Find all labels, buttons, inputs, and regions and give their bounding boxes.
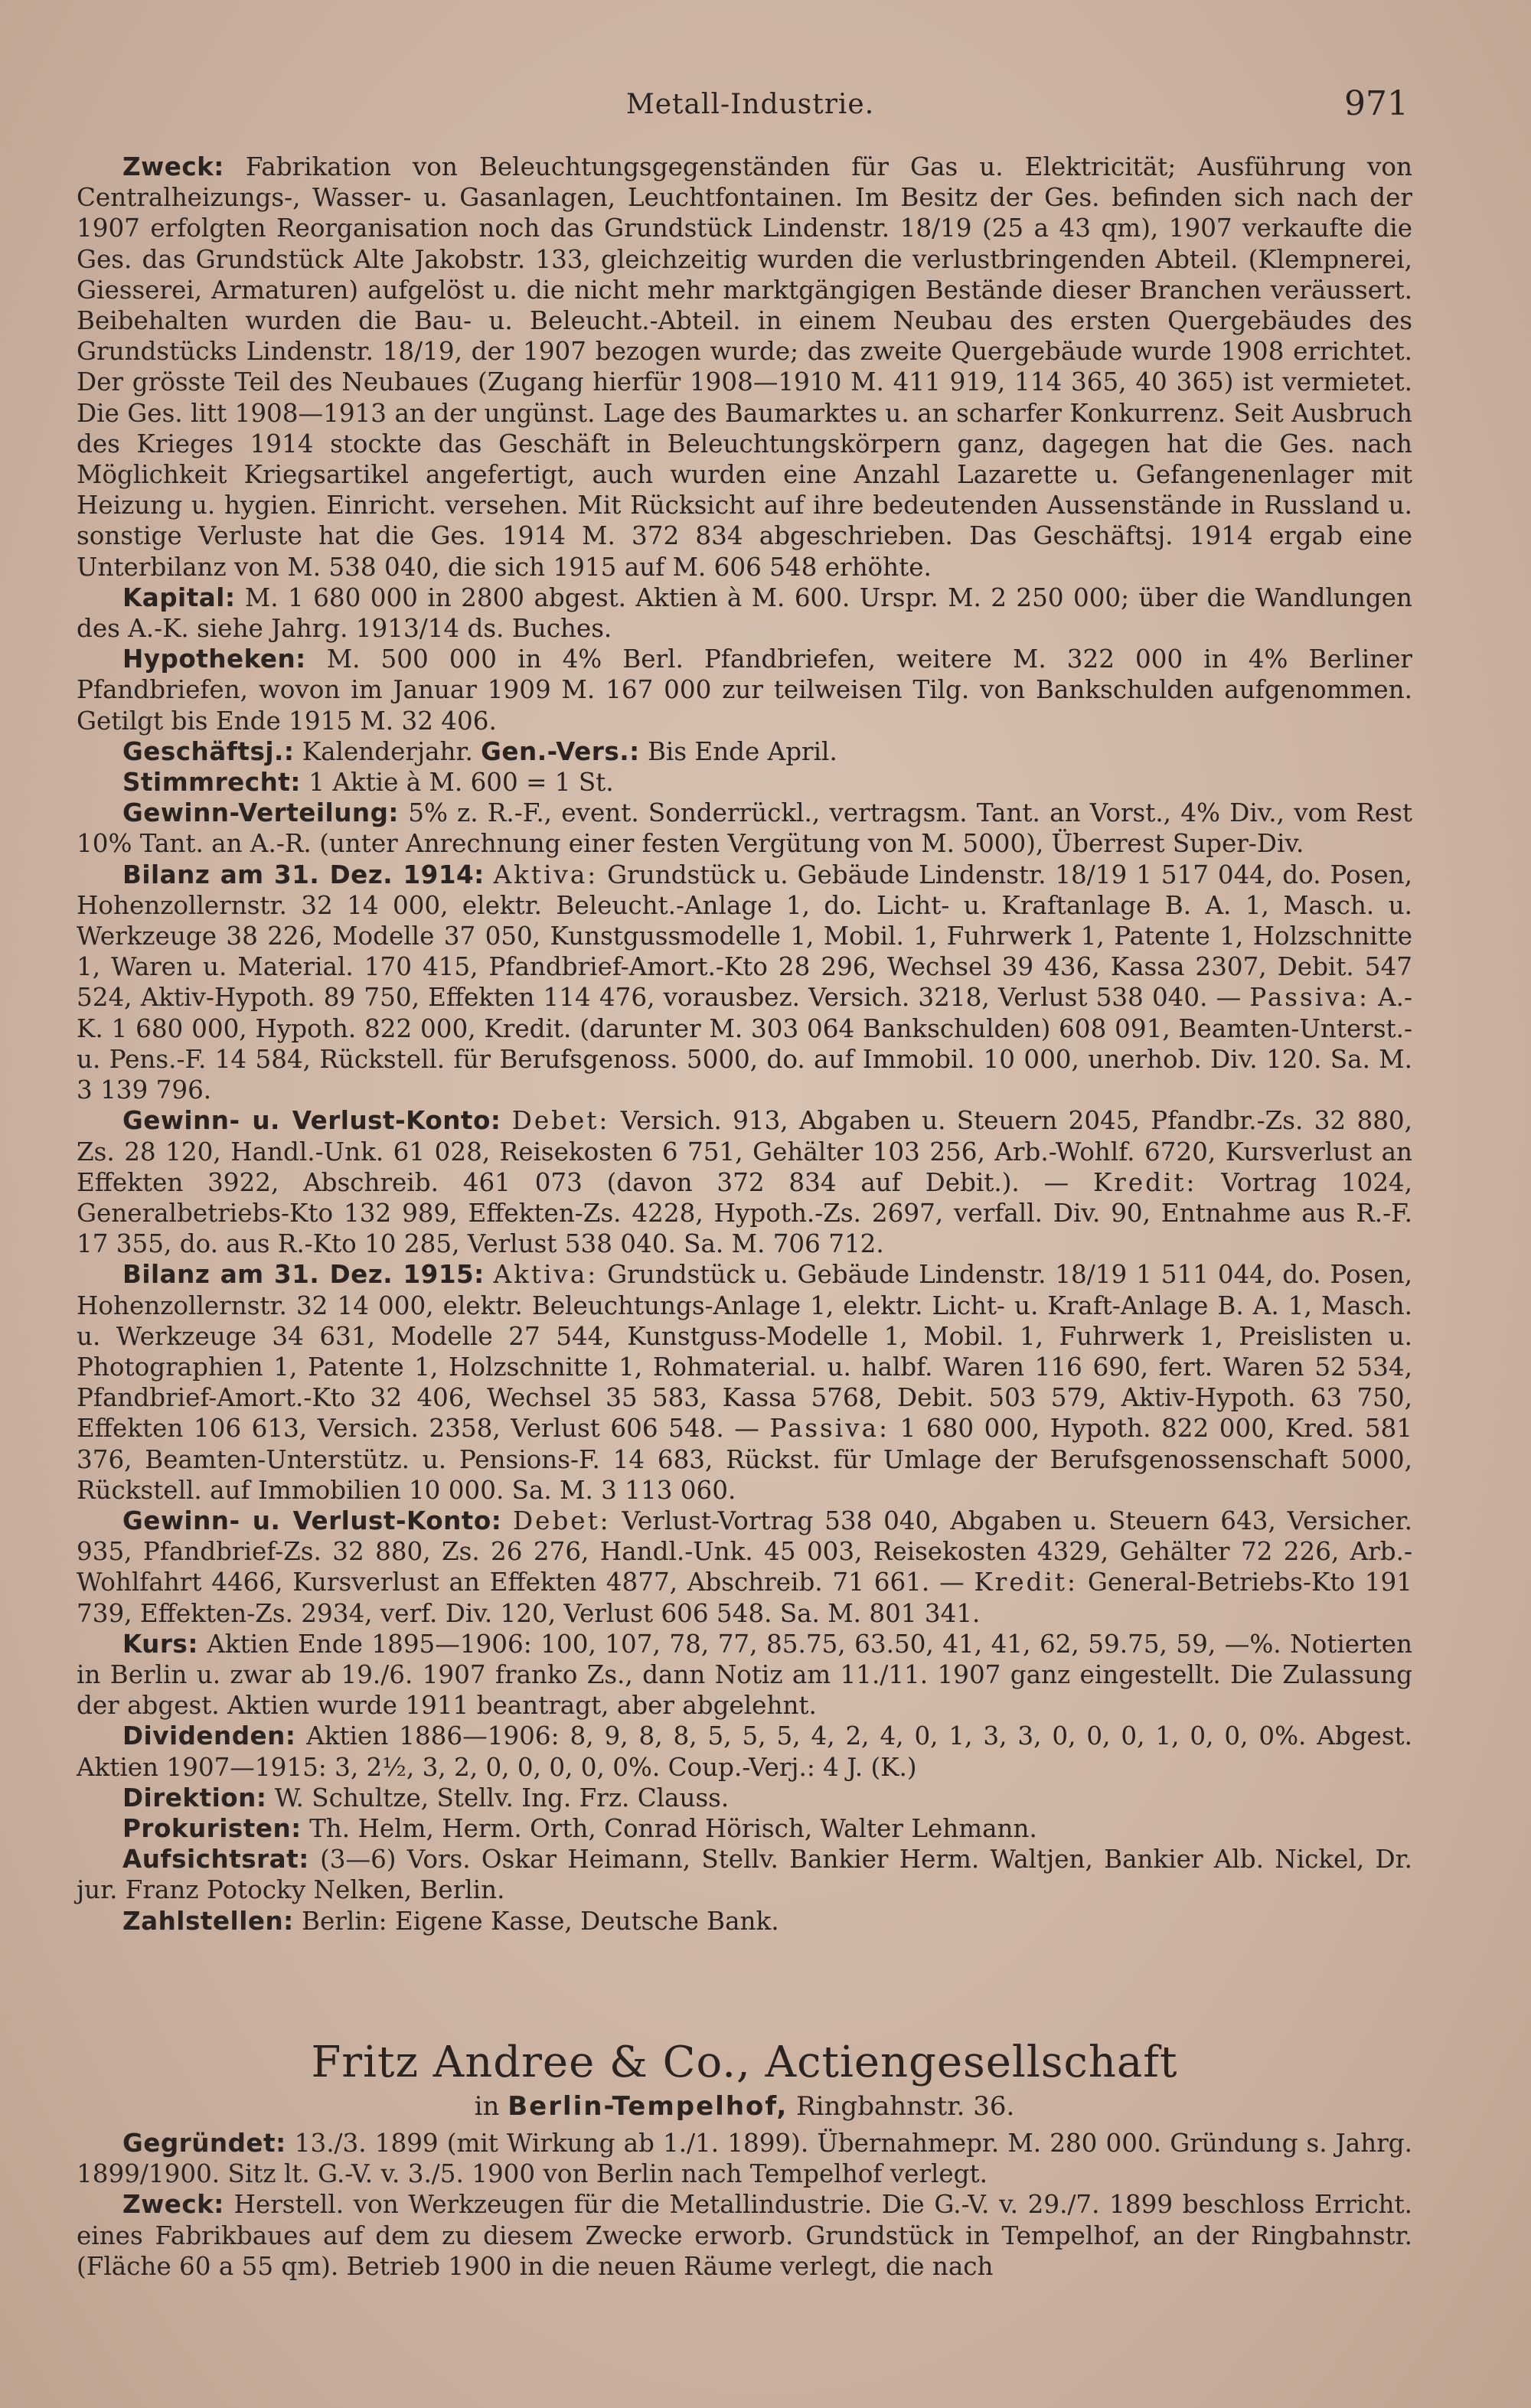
guv-1915-debet: Verlust-Vortrag 538 040, Abgaben u. Steuern 643, Versicher. 935, Pfandbrief-Zs. 32 880, Zs. 26 276, Handl.-Unk. 45 003, Reisekosten 4329, Gehälter 72 226, Arb.-Wohlfahrt 4466, Kursverlust an Effekten 4877, Abschreib. 71 661. — — [77, 1506, 1412, 1597]
prokuristen-paragraph — [77, 1813, 1412, 1844]
bilanz-1914-aktiva-label: Aktiva: — [493, 860, 599, 889]
company-entry-body — [77, 152, 1412, 1937]
gewinnverteilung-text: 5% z. R.-F., event. Sonderrückl., vertragsm. Tant. an Vorst., 4% Div., vom Rest 10% Tant. an A.-R. (unter Anrechnung einer festen Vergütung von M. 5000), Überrest Super-Div. — [77, 798, 1413, 859]
guv-1915-label: Gewinn- u. Verlust-Konto: — [122, 1506, 502, 1535]
stimmrecht-label: Stimmrecht: — [122, 768, 301, 798]
company2-zweck-label: Zweck: — [122, 2190, 224, 2220]
zweck-text: Fabrikation von Beleuchtungsgegenständen für Gas u. Elektricität; Ausführung von Centralheizungs-, Wasser- u. Gasanlagen, Leuchtfontainen. Im Besitz der Ges. befinden sich nach der 1907 erfolgten Reorganisation noch das Grundstück Lindenstr. 18/19 (25 a 43 qm), 1907 verkaufte die Ges. das Grundstück Alte Jakobstr. 133, gleichzeitig wurden die verlustbringenden Abteil. (Klempnerei, Giesserei, Armaturen) aufgelöst u. die nicht mehr marktgängigen Bestände dieser Branchen veräussert. Beibehalten wurden die Bau- u. Beleucht.-Abteil. in einem Neubau des ersten Quergebäudes des Grundstücks Lindenstr. 18/19, der 1907 bezogen wurde; das zweite Quergebäude wurde 1908 errichtet. Der grösste Teil des Neubaues (Zugang hierfür 1908—1910 M. 411 919, 114 365, 40 365) ist vermietet. Die Ges. litt 1908—1913 an der ungünst. Lage des Baumarktes u. an scharfer Konkurrenz. Seit Ausbruch des Krieges 1914 stockte das Geschäft in Beleuchtungskörpern ganz, dagegen hat die Ges. nach Möglichkeit Kriegsartikel angefertigt, auch wurden eine Anzahl Lazarette u. Gefangenenlager mit Heizung u. hygien. Einricht. versehen. Mit Rücksicht auf ihre bedeutenden Aussenstände in Russland u. sonstige Verluste hat die Ges. 1914 M. 372 834 abgeschrieben. Das Geschäftsj. 1914 ergab eine Unterbilanz von M. 538 040, die sich 1915 auf M. 606 548 erhöhte. — [77, 152, 1412, 582]
direktion-text: W. Schultze, Stellv. Ing. Frz. Clauss. — [274, 1783, 730, 1813]
company-heading — [77, 2036, 1412, 2123]
kapital-label: Kapital: — [122, 582, 236, 612]
running-head: Metall-Industrie. — [625, 89, 875, 120]
genvers-label: Gen.-Vers.: — [481, 736, 640, 766]
kurs-text: Aktien Ende 1895—1906: 100, 107, 78, 77, 85.75, 63.50, 41, 41, 62, 59.75, 59, —%. Notierten in Berlin u. zwar ab 19./6. 1907 franko Zs., dann Notiz am 11./11. 1907 ganz eingestellt. Die Zulassung der abgest. Aktien wurde 1911 beantragt, aber abgelehnt. — [77, 1629, 1413, 1721]
zweck-paragraph — [77, 152, 1412, 582]
bilanz-1914-aktiva: Grundstück u. Gebäude Lindenstr. 18/19 1 517 044, do. Posen, Hohenzollernstr. 32 14 000, elektr. Beleucht.-Anlage 1, do. Licht- u. Kraftanlage B. A. 1, Masch. u. Werkzeuge 38 226, Modelle 37 050, Kunstgussmodelle 1, Mobil. 1, Fuhrwerk 1, Patente 1, Holzschnitte 1, Waren u. Material. 170 415, Pfandbrief-Amort.-Kto 28 296, Wechsel 39 436, Kassa 2307, Debit. 547 524, Aktiv-Hypoth. 89 750, Effekten 114 476, vorausbez. Versich. 3218, Verlust 538 040. — — [77, 860, 1413, 1013]
bilanz-1915-label: Bilanz am 31. Dez. 1915: — [122, 1260, 485, 1290]
prokuristen-text: Th. Helm, Herm. Orth, Conrad Hörisch, Walter Lehmann. — [309, 1813, 1037, 1843]
zahlstellen-label: Zahlstellen: — [122, 1906, 294, 1936]
company2-zweck-paragraph — [77, 2189, 1412, 2282]
direktion-paragraph — [77, 1783, 1412, 1813]
genvers-text: Bis Ende April. — [647, 736, 837, 766]
bilanz-1915-aktiva: Grundstück u. Gebäude Lindenstr. 18/19 1 511 044, do. Posen, Hohenzollernstr. 32 14 000, elektr. Beleuchtungs-Anlage 1, elektr. Licht- u. Kraft-Anlage B. A. 1, Masch. u. Werkzeuge 34 631, Modelle 27 544, Kunstguss-Modelle 1, Mobil. 1, Fuhrwerk 1, Preislisten u. Photographien 1, Patente 1, Holzschnitte 1, Rohmaterial. u. halbf. Waren 116 690, fert. Waren 52 534, Pfandbrief-Amort.-Kto 32 406, Wechsel 35 583, Kassa 5768, Debit. 503 579, Aktiv-Hypoth. 63 750, Effekten 106 613, Versich. 2358, Verlust 606 548. — — [77, 1260, 1413, 1444]
bilanz-1915-passiva-label: Passiva: — [769, 1414, 890, 1444]
aufsichtsrat-text: (3—6) Vors. Oskar Heimann, Stellv. Bankier Herm. Waltjen, Bankier Alb. Nickel, Dr. jur. Franz Potocky Nelken, Berlin. — [77, 1845, 1412, 1905]
bilanz-1914-passiva-label: Passiva: — [1249, 983, 1369, 1013]
kapital-text: M. 1 680 000 in 2800 abgest. Aktien à M. 600. Urspr. M. 2 250 000; über die Wandlungen des A.-K. siehe Jahrg. 1913/14 ds. Buches. — [77, 582, 1412, 644]
stimmrecht-paragraph — [77, 767, 1412, 798]
bilanz-1914-paragraph — [77, 860, 1412, 1106]
kurs-paragraph — [77, 1629, 1412, 1721]
guv-1915-paragraph — [77, 1506, 1412, 1629]
hypotheken-text: M. 500 000 in 4% Berl. Pfandbriefen, weitere M. 322 000 in 4% Berliner Pfandbriefen, wovon im Januar 1909 M. 167 000 zur teilweisen Tilg. von Bankschulden aufgenommen. Getilgt bis Ende 1915 M. 32 406. — [77, 644, 1413, 736]
zahlstellen-text: Berlin: Eigene Kasse, Deutsche Bank. — [302, 1906, 779, 1936]
zweck-label: Zweck: — [122, 152, 224, 181]
guv-1914-label: Gewinn- u. Verlust-Konto: — [122, 1106, 501, 1136]
location-prefix: in — [474, 2091, 500, 2122]
geschaeftsjahr-paragraph — [77, 736, 1412, 767]
location-street: Ringbahnstr. 36. — [796, 2091, 1015, 2122]
gewinnverteilung-paragraph — [77, 798, 1412, 859]
bilanz-1915-aktiva-label: Aktiva: — [493, 1260, 599, 1290]
gegruendet-label: Gegründet: — [122, 2129, 286, 2158]
gegruendet-paragraph — [77, 2128, 1412, 2189]
gewinnverteilung-label: Gewinn-Verteilung: — [122, 798, 399, 828]
page-header — [92, 84, 1409, 130]
direktion-label: Direktion: — [122, 1783, 267, 1813]
dividenden-text: Aktien 1886—1906: 8, 9, 8, 8, 5, 5, 5, 4, 2, 4, 0, 1, 3, 3, 0, 0, 0, 1, 0, 0, 0%. Abgest. Aktien 1907—1915: 3, 2½, 3, 2, 0, 0, 0, 0, 0%. Coup.-Verj.: 4 J. (K.) — [77, 1721, 1412, 1782]
dividenden-paragraph — [77, 1721, 1412, 1782]
aufsichtsrat-paragraph — [77, 1844, 1412, 1905]
kapital-paragraph — [77, 582, 1412, 644]
stimmrecht-text: 1 Aktie à M. 600 = 1 St. — [308, 768, 614, 798]
kurs-label: Kurs: — [122, 1629, 198, 1659]
company2-zweck-text: Herstell. von Werkzeugen für die Metallindustrie. Die G.-V. v. 29./7. 1899 beschloss Erricht. eines Fabrikbaues auf dem zu diesem Zwecke erworb. Grundstück in Tempelhof, an der Ringbahnstr. (Fläche 60 a 55 qm). Betrieb 1900 in die neuen Räume verlegt, die nach — [77, 2190, 1412, 2281]
guv-1915-debet-label: Debet: — [513, 1506, 611, 1535]
company2-entry-body — [77, 2128, 1412, 2282]
guv-1914-debet-label: Debet: — [511, 1106, 610, 1136]
guv-1915-kredit-label: Kredit: — [974, 1568, 1079, 1597]
geschaeftsjahr-label: Geschäftsj.: — [122, 736, 295, 766]
bilanz-1915-paragraph — [77, 1259, 1412, 1506]
dividenden-label: Dividenden: — [122, 1721, 296, 1751]
page-number: 971 — [1344, 84, 1409, 123]
hypotheken-paragraph — [77, 644, 1412, 736]
guv-1914-debet: Versich. 913, Abgaben u. Steuern 2045, Pfandbr.-Zs. 32 880, Zs. 28 120, Handl.-Unk. 61 028, Reisekosten 6 751, Gehälter 103 256, Arb.-Wohlf. 6720, Kursverlust an Effekten 3922, Abschreib. 461 073 (davon 372 834 auf Debit.). — — [77, 1106, 1413, 1197]
geschaeftsjahr-text: Kalenderjahr. — [302, 736, 473, 766]
location-place: Berlin-Tempelhof, — [508, 2091, 788, 2122]
hypotheken-label: Hypotheken: — [122, 644, 306, 674]
zahlstellen-paragraph — [77, 1906, 1412, 1937]
guv-1914-kredit-label: Kredit: — [1092, 1167, 1197, 1197]
bilanz-1914-passiva: A.-K. 1 680 000, Hypoth. 822 000, Kredit. (darunter M. 303 064 Bankschulden) 608 091, Beamten-Unterst.- u. Pens.-F. 14 584, Rückstell. für Berufsgenoss. 5000, do. auf Immobil. 10 000, unerhob. Div. 120. Sa. M. 3 139 796. — [77, 983, 1413, 1105]
gegruendet-text: 13./3. 1899 (mit Wirkung ab 1./1. 1899). Übernahmepr. M. 280 000. Gründung s. Jahrg. 1899/1900. Sitz lt. G.-V. v. 3./5. 1900 von Berlin nach Tempelhof verlegt. — [77, 2129, 1412, 2189]
bilanz-1915-passiva: 1 680 000, Hypoth. 822 000, Kred. 581 376, Beamten-Unterstütz. u. Pensions-F. 14 683, Rückst. für Umlage der Berufsgenossenschaft 5000, Rückstell. auf Immobilien 10 000. Sa. M. 3 113 060. — [77, 1414, 1413, 1505]
prokuristen-label: Prokuristen: — [122, 1813, 302, 1843]
guv-1914-paragraph — [77, 1105, 1412, 1259]
guv-1914-kredit: Vortrag 1024, Generalbetriebs-Kto 132 989, Effekten-Zs. 4228, Hypoth.-Zs. 2697, verfall. Div. 90, Entnahme aus R.-F. 17 355, do. aus R.-Kto 10 285, Verlust 538 040. Sa. M. 706 712. — [77, 1167, 1413, 1259]
company-name: Fritz Andree & Co., Actiengesellschaft — [311, 2038, 1178, 2087]
company-location — [77, 2090, 1412, 2123]
bilanz-1914-label: Bilanz am 31. Dez. 1914: — [122, 860, 485, 889]
aufsichtsrat-label: Aufsichtsrat: — [122, 1845, 309, 1875]
guv-1915-kredit: General-Betriebs-Kto 191 739, Effekten-Zs. 2934, verf. Div. 120, Verlust 606 548. Sa. M. 801 341. — [77, 1568, 1413, 1628]
